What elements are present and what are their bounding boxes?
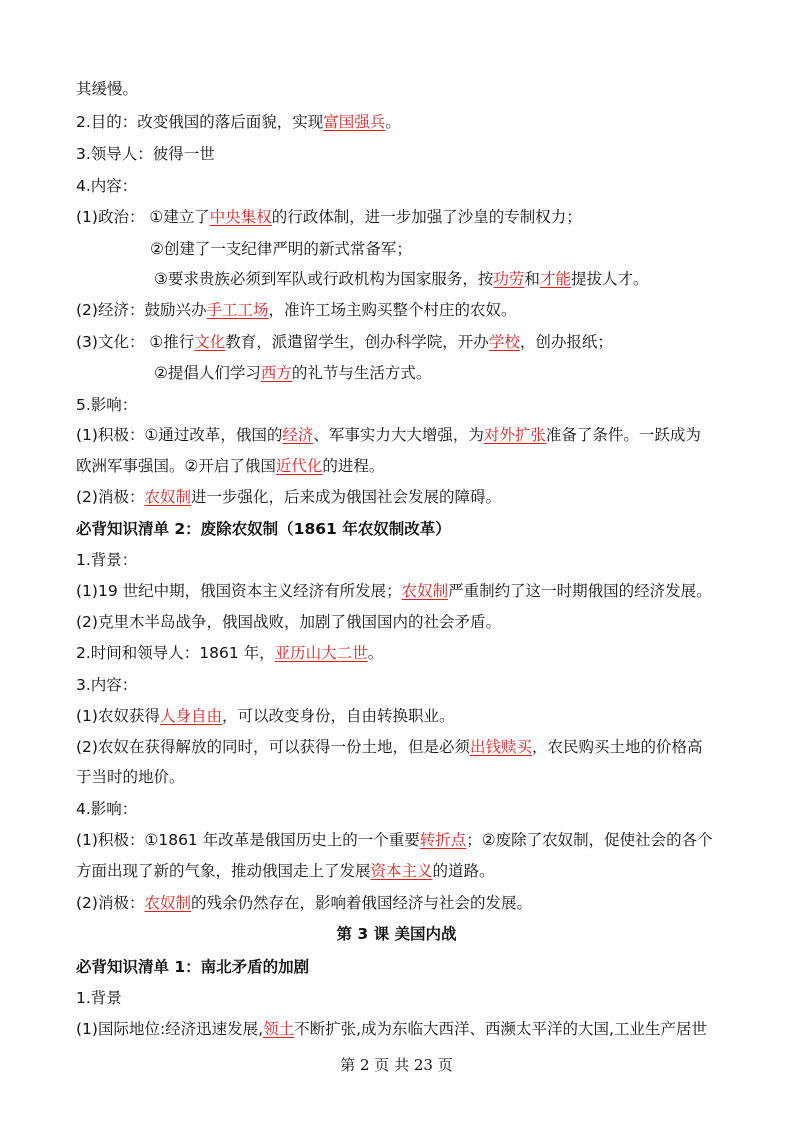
highlighted-keyword: 农奴制 bbox=[144, 488, 191, 506]
text-segment: 的道路。 bbox=[432, 862, 495, 880]
text-segment: 4.影响： bbox=[76, 800, 138, 818]
text-segment: 。 bbox=[385, 113, 401, 131]
highlighted-keyword: 对外扩张 bbox=[483, 426, 546, 444]
text-segment: (2)农奴在获得解放的同时，可以获得一份土地，但是必须 bbox=[76, 738, 470, 756]
text-line bbox=[76, 642, 726, 664]
text-segment: (1)国际地位:经济迅速发展, bbox=[76, 1020, 264, 1038]
text-segment: 的残余仍然存在，影响着俄国经济与社会的发展。 bbox=[190, 894, 532, 912]
highlighted-keyword: 农奴制 bbox=[144, 894, 191, 912]
text-line bbox=[154, 362, 793, 384]
text-line bbox=[76, 206, 726, 228]
text-segment: ，创办报纸； bbox=[519, 333, 613, 351]
text-segment: 。 bbox=[367, 644, 384, 662]
text-line bbox=[76, 736, 726, 758]
text-segment: ；②废除了农奴制，促使社会的各个 bbox=[466, 831, 713, 849]
text-segment: 必背知识清单 1：南北矛盾的加剧 bbox=[76, 958, 310, 976]
text-line bbox=[76, 331, 726, 353]
text-segment: ，准许工场主购买整个村庄的农奴。 bbox=[268, 301, 517, 319]
text-segment: (1)积极：①1861 年改革是俄国历史上的一个重要 bbox=[76, 831, 420, 849]
text-line bbox=[76, 394, 726, 416]
text-line bbox=[76, 299, 726, 321]
text-segment: ②创建了一支纪律严明的新式常备军； bbox=[150, 240, 412, 258]
highlighted-keyword: 资本主义 bbox=[370, 862, 433, 880]
text-segment: 3.领导人：彼得一世 bbox=[76, 145, 215, 163]
text-segment: 4.内容： bbox=[76, 177, 138, 195]
text-segment: (2)克里木半岛战争，俄国战败，加剧了俄国国内的社会矛盾。 bbox=[76, 613, 501, 631]
text-line bbox=[76, 987, 726, 1009]
text-segment: (2)经济：鼓励兴办 bbox=[76, 301, 207, 319]
text-line bbox=[76, 829, 726, 851]
text-segment: 方面出现了新的气象，推动俄国走上了发展 bbox=[76, 862, 371, 880]
highlighted-keyword: 才能 bbox=[539, 270, 571, 288]
highlighted-keyword: 农奴制 bbox=[401, 582, 449, 600]
highlighted-keyword: 亚历山大二世 bbox=[274, 644, 368, 662]
highlighted-keyword: 文化 bbox=[194, 333, 226, 351]
text-segment: (1)政治： ①建立了 bbox=[76, 208, 210, 226]
text-line bbox=[76, 78, 726, 100]
text-line bbox=[76, 705, 726, 727]
text-line bbox=[76, 674, 726, 696]
text-segment: 不断扩张,成为东临大西洋、西濒太平洋的大国,工业生产居世 bbox=[294, 1020, 707, 1038]
text-line bbox=[76, 143, 726, 165]
highlighted-keyword: 手工工场 bbox=[206, 301, 269, 319]
text-segment: (2)消极： bbox=[76, 488, 145, 506]
text-line bbox=[76, 424, 726, 446]
text-segment: 1.背景 bbox=[76, 989, 122, 1007]
text-line bbox=[76, 175, 726, 197]
highlighted-keyword: 功劳 bbox=[493, 270, 525, 288]
text-segment: (1)19 世纪中期，俄国资本主义经济有所发展； bbox=[76, 582, 402, 600]
text-segment: (3)文化： ①推行 bbox=[76, 333, 195, 351]
text-segment: 第 3 课 美国内战 bbox=[336, 925, 457, 943]
text-line bbox=[76, 611, 726, 633]
text-segment: (2)消极： bbox=[76, 894, 145, 912]
text-line bbox=[150, 238, 793, 260]
highlighted-keyword: 西方 bbox=[260, 364, 292, 382]
text-segment: 进一步强化，后来成为俄国社会发展的障碍。 bbox=[190, 488, 501, 506]
text-segment: (1)农奴获得 bbox=[76, 707, 160, 725]
text-line bbox=[76, 486, 726, 508]
text-segment: 必背知识清单 2：废除农奴制（1861 年农奴制改革） bbox=[76, 520, 451, 538]
text-line bbox=[154, 268, 793, 290]
text-segment: 、军事实力大大增强，为 bbox=[313, 426, 484, 444]
highlighted-keyword: 出钱赎买 bbox=[469, 738, 532, 756]
text-line bbox=[76, 956, 726, 978]
text-segment: 2.时间和领导人：1861 年， bbox=[76, 644, 275, 662]
text-segment: 2.目的：改变俄国的落后面貌，实现 bbox=[76, 113, 324, 131]
highlighted-keyword: 富国强兵 bbox=[323, 113, 386, 131]
text-segment: 3.内容： bbox=[76, 676, 138, 694]
highlighted-keyword: 学校 bbox=[488, 333, 520, 351]
text-line bbox=[76, 549, 726, 571]
text-segment: 和 bbox=[524, 270, 540, 288]
text-segment: ，农民购买土地的价格高 bbox=[531, 738, 703, 756]
text-segment: 于当时的地价。 bbox=[76, 768, 185, 786]
text-line bbox=[76, 1018, 726, 1040]
highlighted-keyword: 中央集权 bbox=[209, 208, 272, 226]
text-segment: ③要求贵族必须到军队或行政机构为国家服务，按 bbox=[154, 270, 494, 288]
text-line bbox=[76, 892, 726, 914]
text-segment: 的行政体制，进一步加强了沙皇的专制权力； bbox=[271, 208, 582, 226]
text-line bbox=[76, 798, 726, 820]
text-segment: 其缓慢。 bbox=[76, 80, 139, 98]
page-footer: 第 2 页 共 23 页 bbox=[340, 1056, 453, 1074]
text-segment: 的进程。 bbox=[322, 457, 385, 475]
text-segment: 的礼节与生活方式。 bbox=[291, 364, 432, 382]
text-line bbox=[76, 111, 726, 133]
text-segment: 严重制约了这一时期俄国的经济发展。 bbox=[448, 582, 712, 600]
text-line bbox=[0, 923, 793, 945]
text-segment: 5.影响： bbox=[76, 396, 138, 414]
highlighted-keyword: 人身自由 bbox=[159, 707, 222, 725]
text-segment: 欧洲军事强国。②开启了俄国 bbox=[76, 457, 276, 475]
text-line bbox=[76, 455, 726, 477]
highlighted-keyword: 领土 bbox=[263, 1020, 295, 1038]
text-line bbox=[76, 580, 726, 602]
text-segment: 1.背景： bbox=[76, 551, 138, 569]
text-line bbox=[76, 860, 726, 882]
highlighted-keyword: 转折点 bbox=[419, 831, 467, 849]
text-segment: ，可以改变身份，自由转换职业。 bbox=[221, 707, 455, 725]
text-line bbox=[76, 766, 726, 788]
highlighted-keyword: 近代化 bbox=[275, 457, 323, 475]
text-segment: 准备了条件。一跃成为 bbox=[545, 426, 701, 444]
highlighted-keyword: 经济 bbox=[282, 426, 314, 444]
text-line bbox=[76, 518, 726, 540]
text-segment: 提拔人才。 bbox=[570, 270, 649, 288]
text-segment: 教育，派遣留学生，创办科学院，开办 bbox=[225, 333, 489, 351]
text-segment: ②提倡人们学习 bbox=[154, 364, 261, 382]
text-segment: (1)积极：①通过改革，俄国的 bbox=[76, 426, 283, 444]
